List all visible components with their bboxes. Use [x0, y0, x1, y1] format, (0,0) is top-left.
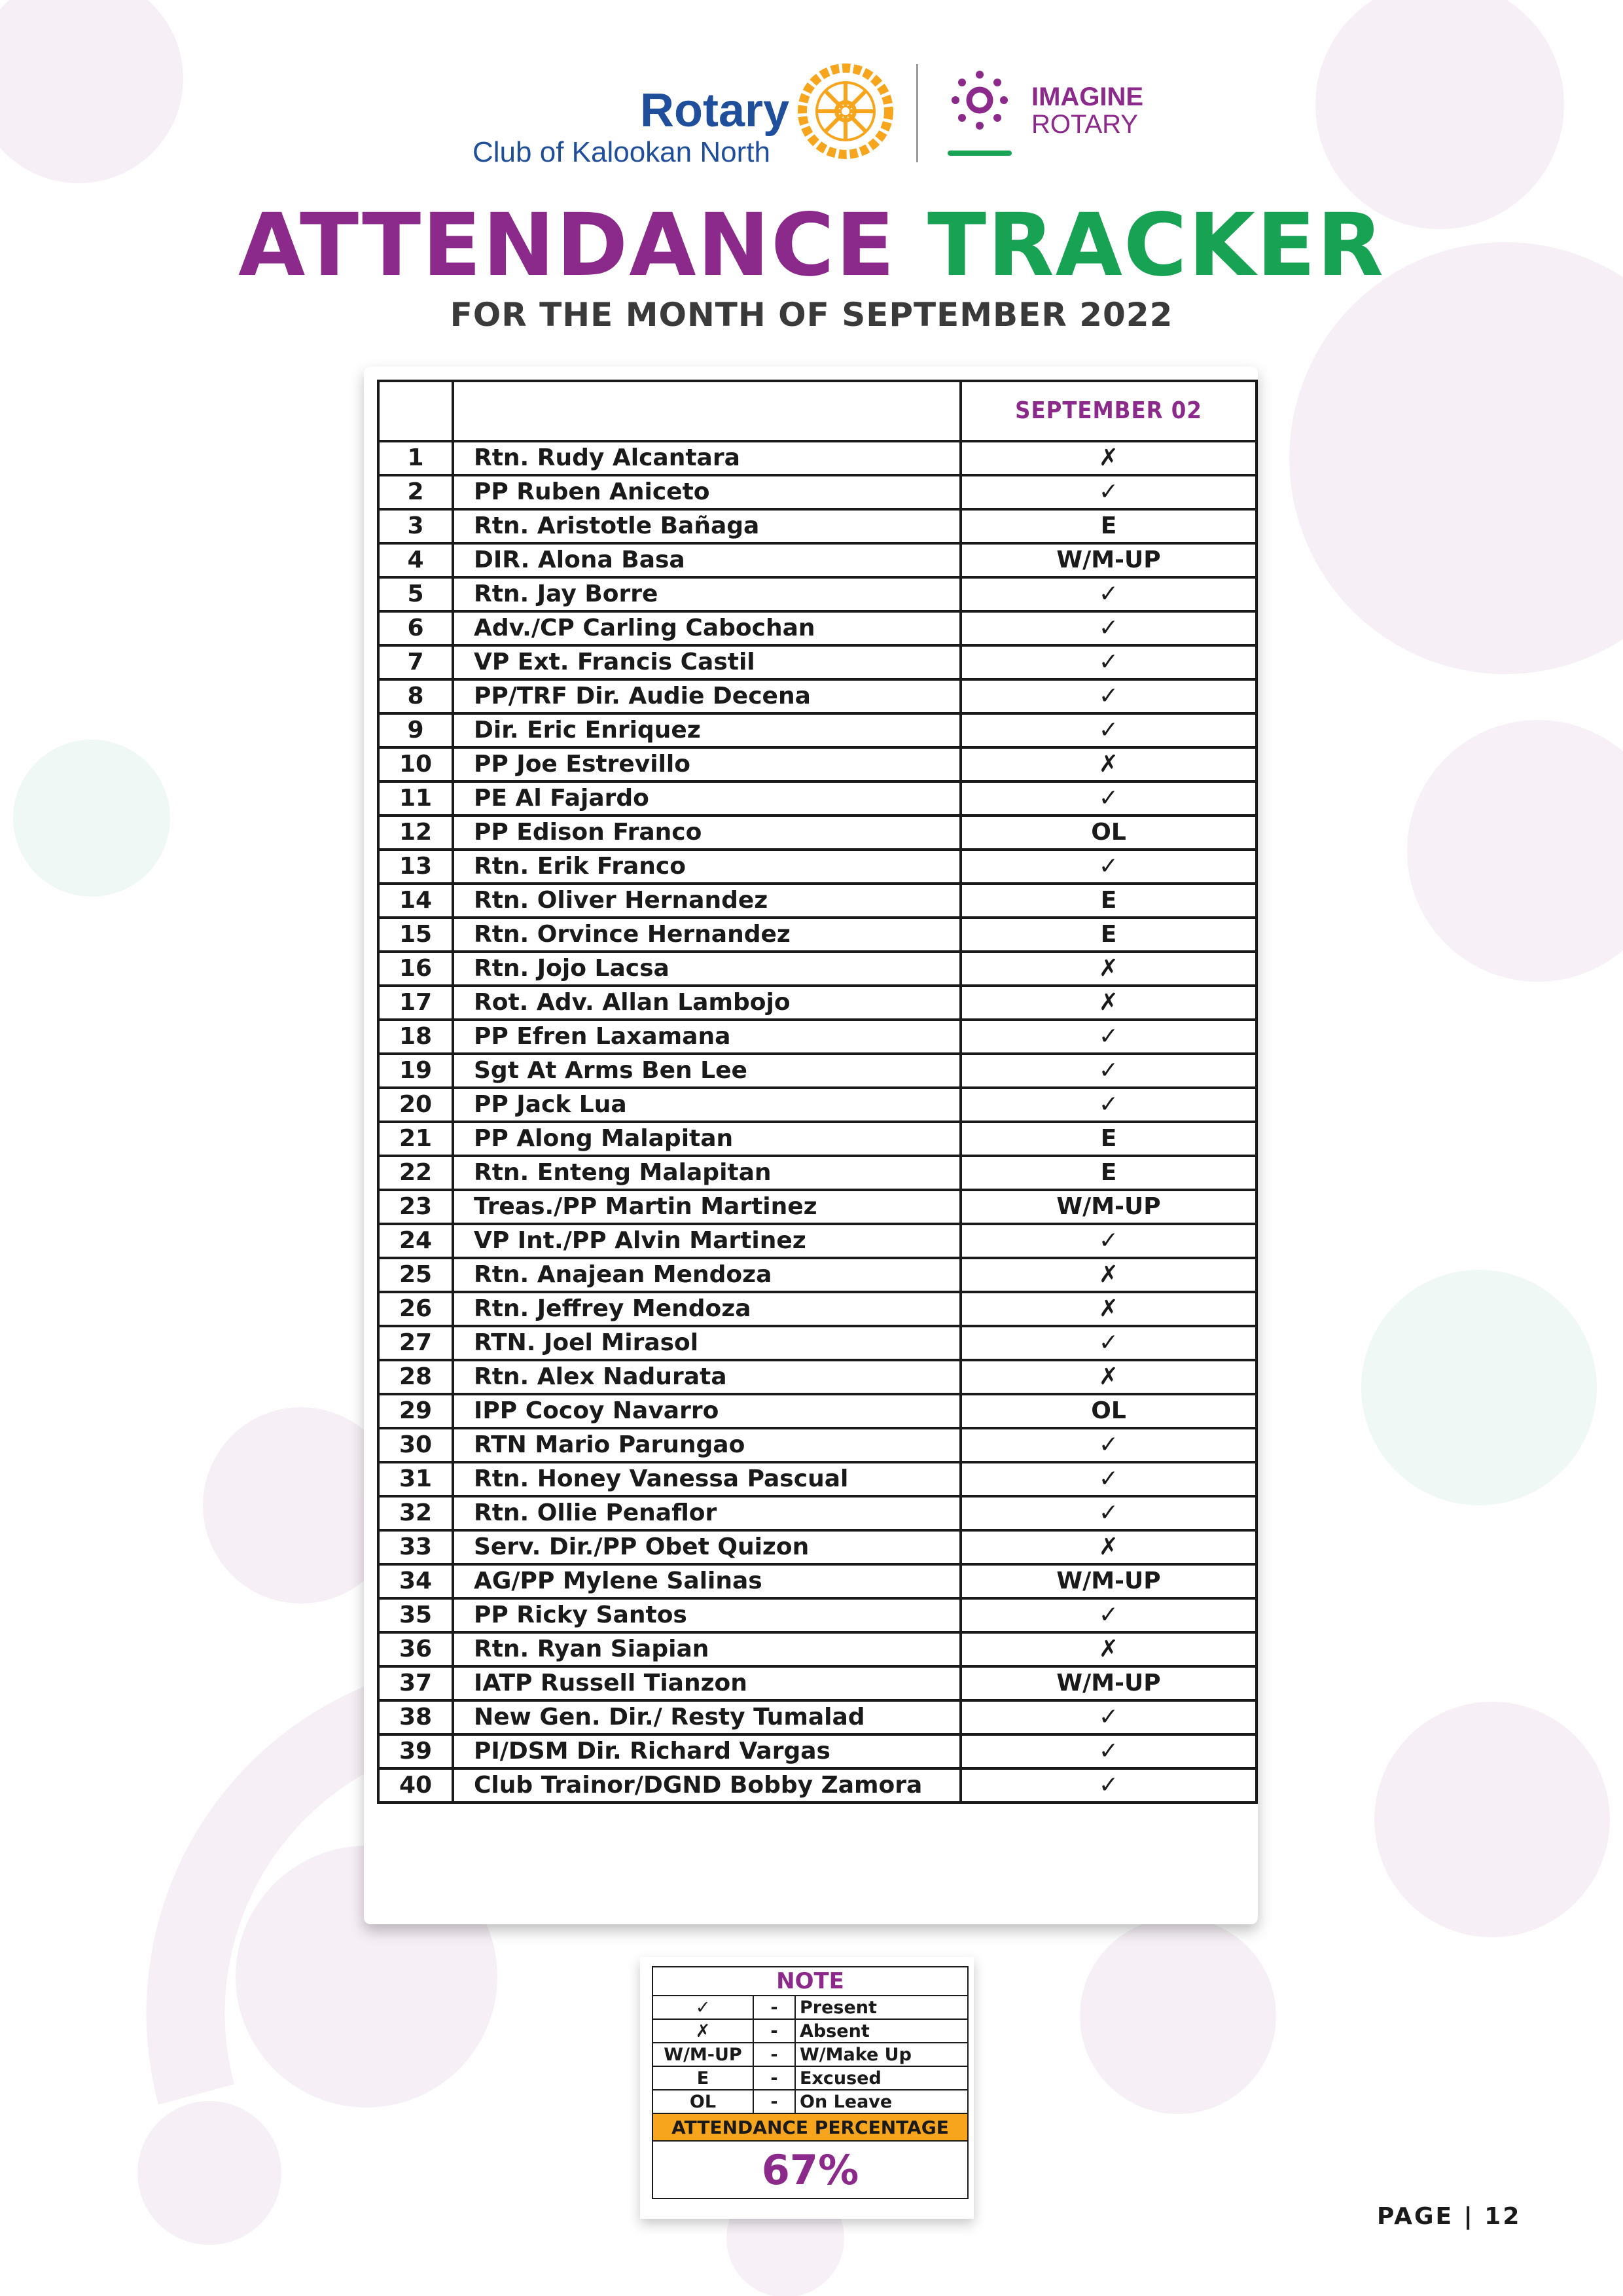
table-row: [378, 509, 1257, 543]
member-name: Treas./PP Martin Martinez: [453, 1190, 961, 1224]
row-number: 6: [378, 611, 453, 645]
page-number: PAGE | 12: [1377, 2203, 1522, 2230]
member-name: Rtn. Rudy Alcantara: [453, 441, 961, 475]
row-number: 17: [378, 986, 453, 1020]
page-subtitle: FOR THE MONTH OF SEPTEMBER 2022: [450, 296, 1173, 334]
table-row: [378, 1292, 1257, 1326]
row-number: 34: [378, 1564, 453, 1598]
table-row: [378, 1768, 1257, 1803]
attendance-status: ✓: [961, 1054, 1257, 1088]
attendance-status: ✓: [961, 577, 1257, 611]
member-name: VP Ext. Francis Castil: [453, 645, 961, 679]
attendance-status: ✗: [961, 747, 1257, 781]
member-name: PP Jack Lua: [453, 1088, 961, 1122]
row-number: 4: [378, 543, 453, 577]
table-row: [378, 645, 1257, 679]
legend-label: On Leave: [795, 2090, 968, 2113]
logo-divider: [916, 64, 918, 162]
member-name: DIR. Alona Basa: [453, 543, 961, 577]
legend-title-row: [652, 1967, 968, 1996]
header-num-cell: [378, 381, 453, 441]
table-row: [378, 1190, 1257, 1224]
legend-title: NOTE: [652, 1967, 968, 1996]
attendance-status: ✓: [961, 1326, 1257, 1360]
attendance-status: ✓: [961, 1224, 1257, 1258]
table-row: [378, 781, 1257, 816]
attendance-status: ✗: [961, 952, 1257, 986]
row-number: 7: [378, 645, 453, 679]
member-name: Rtn. Jeffrey Mendoza: [453, 1292, 961, 1326]
row-number: 28: [378, 1360, 453, 1394]
attendance-status: ✗: [961, 1292, 1257, 1326]
row-number: 29: [378, 1394, 453, 1428]
table-row: [378, 1530, 1257, 1564]
legend-symbol: ✗: [652, 2019, 753, 2043]
imagine-text: IMAGINE: [1031, 82, 1144, 111]
member-name: PP Joe Estrevillo: [453, 747, 961, 781]
table-row: [378, 1700, 1257, 1734]
title-attendance: ATTENDANCE: [238, 195, 897, 296]
row-number: 1: [378, 441, 453, 475]
member-name: RTN Mario Parungao: [453, 1428, 961, 1462]
attendance-status: ✓: [961, 475, 1257, 509]
legend-dash: -: [753, 1996, 795, 2019]
row-number: 12: [378, 816, 453, 850]
member-name: Rtn. Aristotle Bañaga: [453, 509, 961, 543]
attendance-status: ✓: [961, 781, 1257, 816]
row-number: 11: [378, 781, 453, 816]
attendance-status: ✗: [961, 1360, 1257, 1394]
member-name: PP Ricky Santos: [453, 1598, 961, 1632]
table-row: [378, 1258, 1257, 1292]
legend-dash: -: [753, 2043, 795, 2066]
percentage-value-row: [652, 2141, 968, 2198]
header-name-cell: [453, 381, 961, 441]
member-name: Rtn. Ryan Siapian: [453, 1632, 961, 1666]
attendance-status: E: [961, 509, 1257, 543]
table-row: [378, 1496, 1257, 1530]
table-row: [378, 1088, 1257, 1122]
member-name: Rtn. Ollie Penaflor: [453, 1496, 961, 1530]
attendance-status: W/M-UP: [961, 543, 1257, 577]
rotary-wheel-icon: [793, 59, 898, 164]
attendance-status: ✓: [961, 713, 1257, 747]
row-number: 18: [378, 1020, 453, 1054]
legend-row: [652, 2090, 968, 2113]
row-number: 5: [378, 577, 453, 611]
row-number: 3: [378, 509, 453, 543]
table-row: [378, 577, 1257, 611]
table-row: [378, 1360, 1257, 1394]
member-name: PP Along Malapitan: [453, 1122, 961, 1156]
legend-row: [652, 2019, 968, 2043]
table-row: [378, 1122, 1257, 1156]
attendance-status: ✓: [961, 645, 1257, 679]
row-number: 36: [378, 1632, 453, 1666]
table-row: [378, 441, 1257, 475]
row-number: 26: [378, 1292, 453, 1326]
legend-symbol: E: [652, 2066, 753, 2090]
member-name: Rtn. Jojo Lacsa: [453, 952, 961, 986]
attendance-status: OL: [961, 1394, 1257, 1428]
member-name: New Gen. Dir./ Resty Tumalad: [453, 1700, 961, 1734]
club-name: Club of Kalookan North: [473, 136, 770, 168]
legend-label: Absent: [795, 2019, 968, 2043]
table-row: [378, 713, 1257, 747]
member-name: Rtn. Anajean Mendoza: [453, 1258, 961, 1292]
table-row: [378, 1326, 1257, 1360]
legend-row: [652, 1996, 968, 2019]
legend-label: W/Make Up: [795, 2043, 968, 2066]
table-row: [378, 1632, 1257, 1666]
attendance-status: ✗: [961, 441, 1257, 475]
attendance-status: ✓: [961, 850, 1257, 884]
table-row: [378, 1564, 1257, 1598]
row-number: 35: [378, 1598, 453, 1632]
member-name: PE Al Fajardo: [453, 781, 961, 816]
legend-symbol: ✓: [652, 1996, 753, 2019]
rotary-logo-text: Rotary: [640, 84, 790, 137]
attendance-status: ✓: [961, 1462, 1257, 1496]
table-row: [378, 1598, 1257, 1632]
page-title: [0, 195, 1623, 296]
row-number: 30: [378, 1428, 453, 1462]
table-row: [378, 1462, 1257, 1496]
table-row: [378, 1428, 1257, 1462]
row-number: 20: [378, 1088, 453, 1122]
attendance-status: ✓: [961, 679, 1257, 713]
table-row: [378, 611, 1257, 645]
member-name: Rtn. Oliver Hernandez: [453, 884, 961, 918]
table-row: [378, 679, 1257, 713]
member-name: Rtn. Erik Franco: [453, 850, 961, 884]
member-name: Rtn. Enteng Malapitan: [453, 1156, 961, 1190]
row-number: 25: [378, 1258, 453, 1292]
row-number: 31: [378, 1462, 453, 1496]
attendance-status: ✓: [961, 1020, 1257, 1054]
legend-table: [652, 1966, 969, 2199]
row-number: 2: [378, 475, 453, 509]
row-number: 21: [378, 1122, 453, 1156]
table-row: [378, 1666, 1257, 1700]
legend-dash: -: [753, 2019, 795, 2043]
member-name: Dir. Eric Enriquez: [453, 713, 961, 747]
row-number: 32: [378, 1496, 453, 1530]
table-row: [378, 918, 1257, 952]
attendance-percentage-label: ATTENDANCE PERCENTAGE: [652, 2113, 968, 2141]
attendance-status: ✓: [961, 611, 1257, 645]
member-name: Club Trainor/DGND Bobby Zamora: [453, 1768, 961, 1803]
attendance-status: ✓: [961, 1496, 1257, 1530]
member-name: PP Efren Laxamana: [453, 1020, 961, 1054]
member-name: IPP Cocoy Navarro: [453, 1394, 961, 1428]
legend-row: [652, 2066, 968, 2090]
row-number: 23: [378, 1190, 453, 1224]
legend-dash: -: [753, 2090, 795, 2113]
title-tracker: TRACKER: [927, 195, 1385, 296]
table-row: [378, 850, 1257, 884]
attendance-status: OL: [961, 816, 1257, 850]
attendance-status: ✗: [961, 1258, 1257, 1292]
table-row: [378, 816, 1257, 850]
member-name: Rtn. Alex Nadurata: [453, 1360, 961, 1394]
attendance-status: W/M-UP: [961, 1564, 1257, 1598]
table-row: [378, 1394, 1257, 1428]
row-number: 24: [378, 1224, 453, 1258]
member-name: Adv./CP Carling Cabochan: [453, 611, 961, 645]
row-number: 33: [378, 1530, 453, 1564]
table-row: [378, 1020, 1257, 1054]
attendance-status: ✓: [961, 1768, 1257, 1803]
legend-dash: -: [753, 2066, 795, 2090]
percentage-label-row: [652, 2113, 968, 2141]
member-name: IATP Russell Tianzon: [453, 1666, 961, 1700]
attendance-status: ✓: [961, 1598, 1257, 1632]
imagine-rotary-icon: [944, 64, 1016, 162]
attendance-status: ✓: [961, 1734, 1257, 1768]
attendance-table: [377, 380, 1258, 1804]
row-number: 14: [378, 884, 453, 918]
table-row: [378, 986, 1257, 1020]
member-name: AG/PP Mylene Salinas: [453, 1564, 961, 1598]
member-name: Rot. Adv. Allan Lambojo: [453, 986, 961, 1020]
member-name: VP Int./PP Alvin Martinez: [453, 1224, 961, 1258]
row-number: 10: [378, 747, 453, 781]
table-header-row: [378, 381, 1257, 441]
legend-label: Excused: [795, 2066, 968, 2090]
member-name: Serv. Dir./PP Obet Quizon: [453, 1530, 961, 1564]
attendance-status: E: [961, 1156, 1257, 1190]
row-number: 9: [378, 713, 453, 747]
attendance-status: E: [961, 1122, 1257, 1156]
table-row: [378, 1156, 1257, 1190]
table-row: [378, 952, 1257, 986]
member-name: PI/DSM Dir. Richard Vargas: [453, 1734, 961, 1768]
attendance-status: W/M-UP: [961, 1666, 1257, 1700]
row-number: 27: [378, 1326, 453, 1360]
member-name: Rtn. Orvince Hernandez: [453, 918, 961, 952]
table-row: [378, 543, 1257, 577]
member-name: PP Ruben Aniceto: [453, 475, 961, 509]
member-name: Rtn. Honey Vanessa Pascual: [453, 1462, 961, 1496]
attendance-status: ✓: [961, 1088, 1257, 1122]
member-name: PP/TRF Dir. Audie Decena: [453, 679, 961, 713]
attendance-percentage-value: 67%: [652, 2141, 968, 2198]
attendance-status: ✗: [961, 986, 1257, 1020]
table-row: [378, 884, 1257, 918]
attendance-status: ✗: [961, 1632, 1257, 1666]
legend-row: [652, 2043, 968, 2066]
row-number: 8: [378, 679, 453, 713]
table-row: [378, 1734, 1257, 1768]
member-name: PP Edison Franco: [453, 816, 961, 850]
table-row: [378, 747, 1257, 781]
member-name: RTN. Joel Mirasol: [453, 1326, 961, 1360]
row-number: 19: [378, 1054, 453, 1088]
attendance-status: ✓: [961, 1428, 1257, 1462]
table-row: [378, 475, 1257, 509]
row-number: 22: [378, 1156, 453, 1190]
row-number: 40: [378, 1768, 453, 1803]
attendance-status: W/M-UP: [961, 1190, 1257, 1224]
member-name: Rtn. Jay Borre: [453, 577, 961, 611]
table-row: [378, 1054, 1257, 1088]
rotary-subtext: ROTARY: [1031, 110, 1138, 139]
row-number: 37: [378, 1666, 453, 1700]
row-number: 39: [378, 1734, 453, 1768]
row-number: 15: [378, 918, 453, 952]
legend-symbol: OL: [652, 2090, 753, 2113]
member-name: Sgt At Arms Ben Lee: [453, 1054, 961, 1088]
row-number: 13: [378, 850, 453, 884]
row-number: 16: [378, 952, 453, 986]
attendance-status: ✓: [961, 1700, 1257, 1734]
date-header: SEPTEMBER 02: [961, 381, 1257, 441]
attendance-status: E: [961, 884, 1257, 918]
table-row: [378, 1224, 1257, 1258]
attendance-status: ✗: [961, 1530, 1257, 1564]
row-number: 38: [378, 1700, 453, 1734]
legend-label: Present: [795, 1996, 968, 2019]
legend-symbol: W/M-UP: [652, 2043, 753, 2066]
attendance-status: E: [961, 918, 1257, 952]
